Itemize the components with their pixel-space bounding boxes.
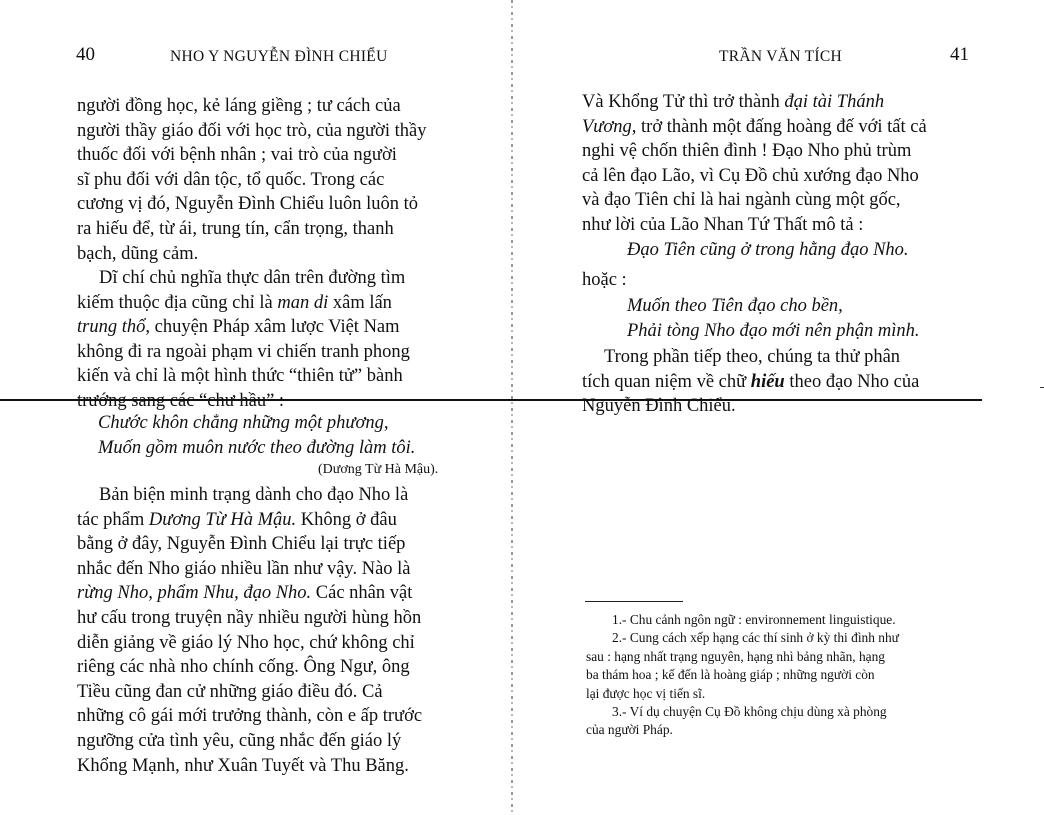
- text-line: Tiều cũng đan cử những giáo điều đó. Cả: [77, 681, 383, 702]
- footnote-line: 3.- Ví dụ chuyện Cụ Đồ không chịu dùng xà phòng: [612, 704, 887, 720]
- text-line: trung thổ, chuyện Pháp xâm lược Việt Nam: [77, 317, 400, 338]
- poem-line: Muốn gồm muôn nước theo đường làm tôi.: [98, 437, 416, 458]
- text-line: thuốc đối với bệnh nhân ; vai trò của người: [77, 145, 397, 166]
- text-line: người thầy giáo đối với học trò, của người thầy: [77, 120, 427, 141]
- text-line: Trong phần tiếp theo, chúng ta thử phân: [604, 347, 901, 367]
- right-paragraph-1: [582, 90, 927, 238]
- text-line: Và Khổng Tử thì trở thành đại tài Thánh: [582, 92, 885, 112]
- footnote-line: của người Pháp.: [586, 722, 673, 738]
- text-line: nhắc đến Nho giáo nhiều lần như vậy. Nào là: [77, 558, 411, 579]
- text-line: người đồng học, kẻ láng giềng ; tư cách của: [77, 96, 401, 116]
- text-line: không đi ra ngoài phạm vi chiến tranh phong: [77, 341, 410, 362]
- right-poem-2: [627, 294, 920, 343]
- poem-line: Chước khôn chẳng những một phương,: [98, 413, 389, 433]
- poem-line: Muốn theo Tiên đạo cho bền,: [627, 296, 843, 316]
- text-line: ra hiếu để, từ ái, trung tín, cẩn trọng, thanh: [77, 218, 394, 239]
- text-line: Vương, trở thành một đấng hoàng đế với tất cả: [582, 116, 927, 137]
- text-line: như lời của Lão Nhan Tứ Thất mô tả :: [582, 214, 864, 235]
- footnote-line: 2.- Cung cách xếp hạng các thí sinh ở kỳ thi đình như: [612, 630, 899, 646]
- left-poem: [98, 411, 415, 460]
- poem-line: Phải tòng Nho đạo mới nên phận mình.: [627, 320, 920, 341]
- text-line: Khổng Mạnh, như Xuân Tuyết và Thu Băng.: [77, 755, 409, 776]
- or-word: hoặc :: [582, 270, 627, 290]
- text-line: hư cấu trong truyện nầy nhiều người hùng hồn: [77, 607, 422, 628]
- text-line: riêng các nhà nho chính cống. Ông Ngư, ông: [77, 657, 410, 678]
- left-page: [0, 0, 512, 815]
- footnotes: [586, 611, 899, 740]
- text-line: bằng ở đây, Nguyễn Đình Chiểu lại trực tiếp: [77, 534, 406, 555]
- footnote-line: sau : hạng nhất trạng nguyên, hạng nhì bảng nhãn, hạng: [586, 648, 885, 664]
- footnote-rule: [585, 601, 683, 602]
- left-paragraph-1: [77, 94, 426, 266]
- text-line: kiến và chỉ là một hình thức “thiên tử” bành: [77, 366, 403, 387]
- text-line: ngưỡng cửa tình yêu, cũng nhắc đến giáo lý: [77, 730, 402, 751]
- text-line: sĩ phu đối với dân tộc, tổ quốc. Trong các: [77, 169, 385, 190]
- right-paragraph-2: [582, 345, 919, 419]
- footnote-line: ba thám hoa ; kế đến là hoàng giáp ; những người còn: [586, 667, 875, 683]
- text-line: Nguyễn Đình Chiểu.: [582, 396, 736, 417]
- text-line: cả lên đạo Lão, vì Cụ Đồ chủ xướng đạo Nho: [582, 165, 919, 186]
- text-line: tích quan niệm về chữ hiếu theo đạo Nho của: [582, 371, 920, 392]
- right-poem-1: Đạo Tiên cũng ở trong hằng đạo Nho.: [627, 240, 909, 260]
- text-line: kiếm thuộc địa cũng chỉ là man di xâm lấn: [77, 292, 392, 313]
- footnote-line: lại được học vị tiến sĩ.: [586, 685, 706, 701]
- left-running-head: NHO Y NGUYỄN ĐÌNH CHIỂU: [170, 48, 388, 65]
- left-page-number: 40: [76, 44, 95, 65]
- text-line: bạch, dũng cảm.: [77, 243, 199, 264]
- text-line: những cô gái mới trưởng thành, còn e ấp trước: [77, 706, 423, 727]
- poem-attribution: (Dương Từ Hà Mậu).: [318, 462, 439, 477]
- text-line: Dĩ chí chủ nghĩa thực dân trên đường tìm: [99, 268, 406, 288]
- left-paragraph-2: [77, 266, 410, 414]
- text-line: nghi vệ chốn thiên đình ! Đạo Nho phủ trùm: [582, 141, 912, 162]
- right-page-number: 41: [950, 44, 969, 65]
- text-line: cương vị đó, Nguyễn Đình Chiểu luôn luôn tỏ: [77, 194, 418, 215]
- text-line: và đạo Tiên chỉ là hai ngành cùng một gốc,: [582, 190, 901, 211]
- footnote-line: 1.- Chu cảnh ngôn ngữ : environnement linguistique.: [612, 612, 896, 627]
- left-paragraph-3: [77, 483, 422, 778]
- text-line: diễn giảng về giáo lý Nho học, chứ không chỉ: [77, 632, 415, 653]
- text-line: tác phẩm Dương Từ Hà Mậu. Không ở đâu: [77, 509, 397, 530]
- text-line: Bản biện minh trạng dành cho đạo Nho là: [99, 485, 409, 505]
- right-running-head: TRẦN VĂN TÍCH: [719, 48, 843, 65]
- text-line: rừng Nho, phẩm Nhu, đạo Nho. Các nhân vật: [77, 583, 413, 604]
- text-line: trướng sang các “chư hầu” :: [77, 390, 285, 411]
